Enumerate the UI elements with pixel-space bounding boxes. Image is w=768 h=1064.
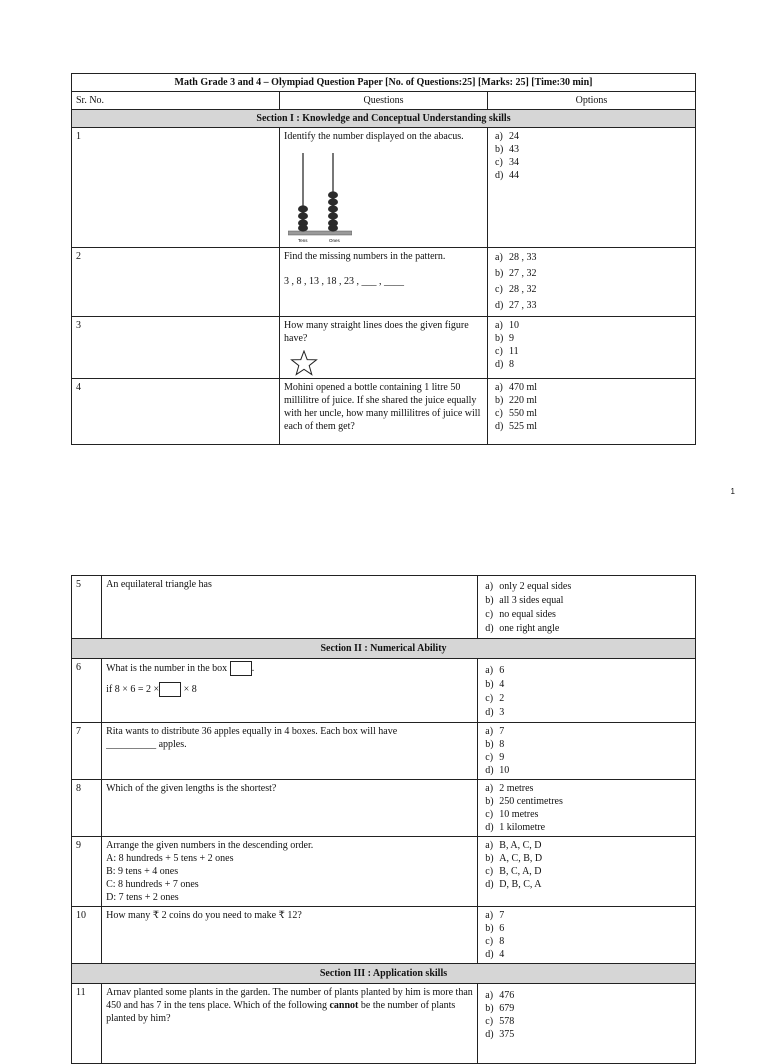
- abacus-tens-label: Tens: [298, 238, 308, 243]
- option: c) 550 ml: [495, 408, 538, 419]
- page-number: 1: [730, 487, 735, 496]
- question-number: 11: [72, 984, 102, 1064]
- question-number: 1: [72, 128, 280, 248]
- section-row: [72, 964, 696, 984]
- paper-title: Math Grade 3 and 4 – Olympiad Question Paper [No. of Questions:25] [Marks: 25] [Time:30 min]: [72, 74, 696, 92]
- options-list: [482, 725, 691, 777]
- question-text-cell: [280, 317, 488, 379]
- question-number: 9: [72, 837, 102, 907]
- section-row: [72, 639, 696, 659]
- section-title: Section II : Numerical Ability: [72, 639, 696, 659]
- options-list: [482, 986, 691, 1041]
- options-list: [482, 909, 691, 961]
- option: a) B, A, C, D: [485, 840, 542, 851]
- question-number: 8: [72, 780, 102, 837]
- question-row: [72, 128, 696, 248]
- sr-no-header: Sr. No.: [72, 92, 280, 110]
- options-cell: [478, 907, 696, 964]
- abacus-image: [288, 151, 352, 243]
- question-row: [72, 837, 696, 907]
- number-item: A: 8 hundreds + 5 tens + 2 ones: [106, 853, 234, 864]
- option: d) 8: [495, 359, 514, 370]
- options-cell: [478, 780, 696, 837]
- option: b) 4: [485, 679, 505, 690]
- option: a) 7: [485, 910, 505, 921]
- section-row: [72, 110, 696, 128]
- question-text: Mohini opened a bottle containing 1 litre 50 millilitre of juice. If she shared the juice equally with her uncle, how many millilitres of juice will each of them get?: [280, 379, 488, 445]
- question-table-page-2: [71, 575, 696, 1064]
- option: d) 44: [495, 170, 519, 181]
- options-list: [482, 782, 691, 834]
- question-text-cell: [102, 723, 478, 780]
- options-cell: [488, 248, 696, 317]
- option: c) 34: [495, 157, 519, 168]
- option: d) 525 ml: [495, 421, 538, 432]
- option: b) 8: [485, 739, 505, 750]
- option: b) 27 , 32: [495, 268, 537, 279]
- star-figure-icon: [290, 350, 318, 376]
- question-number: 10: [72, 907, 102, 964]
- number-item: B: 9 tens + 4 ones: [106, 866, 179, 877]
- options-list: [492, 130, 691, 182]
- options-cell: [478, 576, 696, 639]
- option: b) 6: [485, 923, 505, 934]
- option: c) 9: [485, 752, 505, 763]
- question-number: 2: [72, 248, 280, 317]
- header-row: [72, 92, 696, 110]
- question-text: Rita wants to distribute 36 apples equally in 4 boxes. Each box will have: [106, 726, 398, 737]
- option: a) 6: [485, 665, 505, 676]
- option: a) 476: [485, 990, 515, 1001]
- question-text: Arrange the given numbers in the descending order.: [106, 840, 314, 851]
- answer-box: [159, 682, 181, 697]
- options-header: Options: [488, 92, 696, 110]
- option: d) 4: [485, 949, 505, 960]
- option: a) 10: [495, 320, 519, 331]
- emphasis-word: cannot: [329, 1000, 359, 1011]
- abacus-ones-label: Ones: [329, 238, 340, 243]
- option: a) only 2 equal sides: [485, 581, 572, 592]
- option: b) 43: [495, 144, 519, 155]
- section-title: Section I : Knowledge and Conceptual Understanding skills: [72, 110, 696, 128]
- section-title: Section III : Application skills: [72, 964, 696, 984]
- question-text: Find the missing numbers in the pattern.: [284, 251, 446, 262]
- options-list: [492, 381, 691, 433]
- option: a) 7: [485, 726, 505, 737]
- option: a) 28 , 33: [495, 252, 537, 263]
- options-list: [492, 319, 691, 371]
- question-number: 5: [72, 576, 102, 639]
- option: b) 679: [485, 1003, 515, 1014]
- options-cell: [478, 837, 696, 907]
- option: c) 2: [485, 693, 505, 704]
- question-text-cell: [102, 837, 478, 907]
- option: b) 250 centimetres: [485, 796, 563, 807]
- equation-line: if 8 × 6 = 2 × × 8: [106, 682, 473, 697]
- question-number: 6: [72, 659, 102, 723]
- question-text: How many straight lines does the given figure have?: [284, 320, 469, 344]
- option: d) 10: [485, 765, 510, 776]
- options-cell: [478, 659, 696, 723]
- question-row: [72, 907, 696, 964]
- option: c) 28 , 32: [495, 284, 537, 295]
- option: a) 24: [495, 131, 519, 142]
- option: c) 10 metres: [485, 809, 539, 820]
- option: d) D, B, C, A: [485, 879, 542, 890]
- option: b) all 3 sides equal: [485, 595, 564, 606]
- question-text-cell: [280, 128, 488, 248]
- option: d) 1 kilometre: [485, 822, 546, 833]
- pattern-line: 3 , 8 , 13 , 18 , 23 , ___ , ____: [284, 276, 404, 287]
- options-cell: [488, 379, 696, 445]
- question-text: Identify the number displayed on the abacus.: [284, 131, 464, 142]
- question-row: [72, 780, 696, 837]
- question-row: [72, 379, 696, 445]
- option: c) 578: [485, 1016, 515, 1027]
- question-row: [72, 248, 696, 317]
- option: a) 470 ml: [495, 382, 538, 393]
- number-item: D: 7 tens + 2 ones: [106, 892, 179, 903]
- option: c) no equal sides: [485, 609, 556, 620]
- question-text-line2: __________ apples.: [106, 739, 187, 750]
- options-list: [482, 661, 691, 720]
- question-text-cell: [102, 659, 478, 723]
- options-list: [482, 839, 691, 891]
- options-cell: [478, 723, 696, 780]
- options-list: [492, 250, 691, 314]
- question-row: [72, 317, 696, 379]
- option: b) 220 ml: [495, 395, 538, 406]
- option: c) 8: [485, 936, 505, 947]
- question-text: How many ₹ 2 coins do you need to make ₹ 12?: [102, 907, 478, 964]
- options-list: [482, 578, 691, 636]
- question-row: [72, 659, 696, 723]
- question-table-page-1: [71, 73, 696, 445]
- question-number: 4: [72, 379, 280, 445]
- option: d) 27 , 33: [495, 300, 537, 311]
- option: d) one right angle: [485, 623, 560, 634]
- question-text: Which of the given lengths is the shortest?: [102, 780, 478, 837]
- option: a) 2 metres: [485, 783, 534, 794]
- question-text: Arnav planted some plants in the garden. The number of plants planted by him is more than 450 and has 7 in the tens place. Which of the following cannot be the number of plants planted by him?: [102, 984, 478, 1064]
- option: b) A, C, B, D: [485, 853, 543, 864]
- number-item: C: 8 hundreds + 7 ones: [106, 879, 199, 890]
- options-cell: [488, 317, 696, 379]
- options-cell: [488, 128, 696, 248]
- option: d) 375: [485, 1029, 515, 1040]
- option: c) 11: [495, 346, 519, 357]
- option: d) 3: [485, 707, 505, 718]
- questions-header: Questions: [280, 92, 488, 110]
- question-row: [72, 576, 696, 639]
- question-text-cell: [280, 248, 488, 317]
- question-number: 7: [72, 723, 102, 780]
- question-number: 3: [72, 317, 280, 379]
- option: c) B, C, A, D: [485, 866, 542, 877]
- answer-box: [230, 661, 252, 676]
- question-text: An equilateral triangle has: [102, 576, 478, 639]
- option: b) 9: [495, 333, 514, 344]
- question-row: [72, 723, 696, 780]
- title-row: [72, 74, 696, 92]
- question-text: What is the number in the box .: [106, 661, 473, 676]
